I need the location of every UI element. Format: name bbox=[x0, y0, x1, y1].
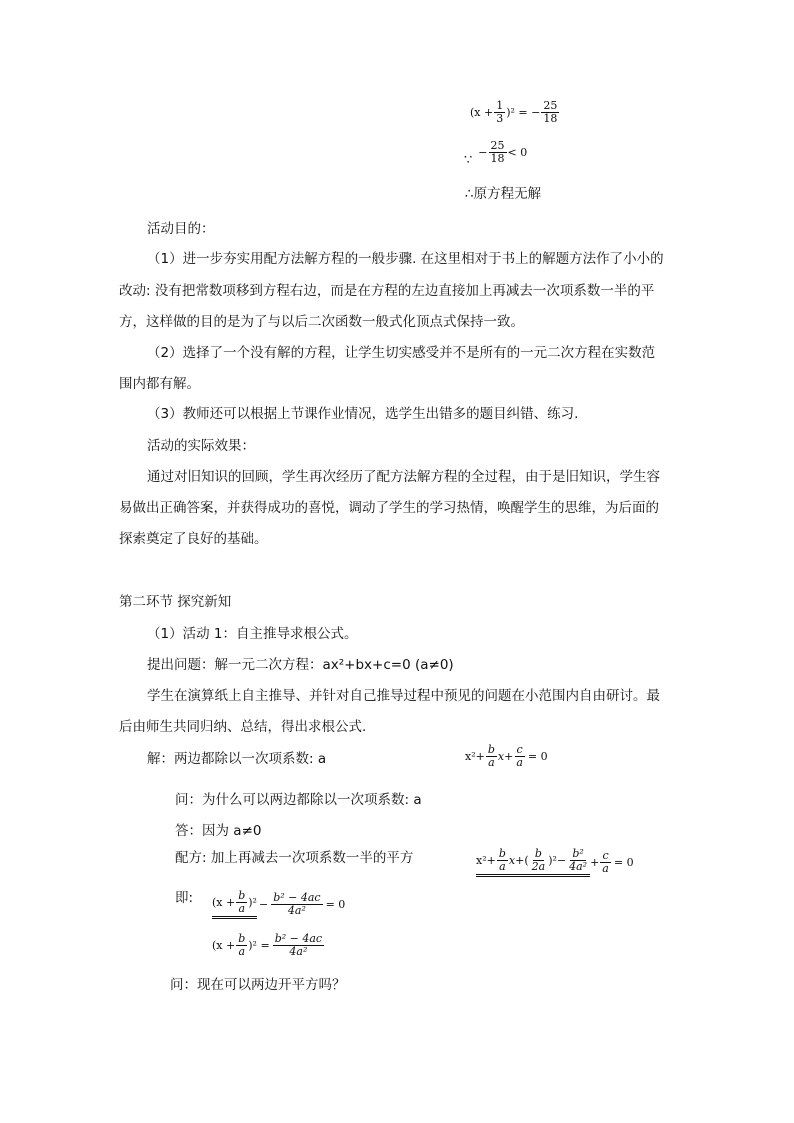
equation-divided: x² + $\frac{b}{a}$ x + $\frac{c}{a}$ = 0 bbox=[465, 743, 548, 769]
paragraph-line: （3）教师还可以根据上节课作业情况，选学生出错多的题目纠错、练习. bbox=[147, 406, 579, 422]
answer-line: 答：因为 a≠0 bbox=[175, 823, 262, 839]
solution-step-divide: 解：两边都除以一次项系数: a bbox=[147, 751, 327, 767]
activity-1-line: （1）活动 1：自主推导求根公式。 bbox=[147, 626, 358, 642]
equation-complete-square: x² + $\frac{b}{a}$ x +( $\frac{b}{2a}$ )² − $\frac{\text{b²}}{\text{4a²}}$ + $\frac{c}{a}$ = 0 bbox=[476, 847, 634, 875]
paragraph-line: 探索奠定了良好的基础。 bbox=[119, 531, 268, 547]
question-line: 问：为什么可以两边都除以一次项系数: a bbox=[175, 792, 422, 808]
paragraph-line: 方，这样做的目的是为了与以后二次函数一般式化顶点式保持一致。 bbox=[119, 314, 524, 330]
inequality-negative: ∵ − $\frac{25}{18}$ < 0 bbox=[464, 139, 528, 168]
complete-square-step: 配方: 加上再减去一次项系数一半的平方 bbox=[175, 850, 414, 866]
ji-label: 即: bbox=[175, 890, 194, 906]
paragraph-line: 后由师生共同归纳、总结，得出求根公式. bbox=[119, 719, 367, 735]
question-sqrt-line: 问：现在可以两边开平方吗？ bbox=[170, 977, 346, 993]
fraction-25-18: $\frac{25}{18}$ bbox=[543, 99, 558, 125]
eq-text: (x + bbox=[470, 106, 494, 119]
section-heading: 第二环节 探究新知 bbox=[119, 594, 232, 610]
problem-line: 提出问题：解一元二次方程：ax²+bx+c=0 (a≠0) bbox=[147, 657, 454, 673]
conclusion-no-solution: ∴原方程无解 bbox=[465, 186, 542, 202]
eq-text: )² = − bbox=[506, 106, 541, 119]
because-symbol: ∵ bbox=[464, 153, 473, 168]
paragraph-line: （1）进一步夯实用配方法解方程的一般步骤. 在这里相对于书上的解题方法作了小小的 bbox=[147, 251, 664, 267]
paragraph-line: 改动: 没有把常数项移到方程右边，而是在方程的左边直接加上再减去一次项系数一半的平 bbox=[119, 283, 655, 299]
paragraph-line: 易做出正确答案，并获得成功的喜悦，调动了学生的学习热情，唤醒学生的思维，为后面的 bbox=[119, 500, 659, 516]
equation-square-form: (x + $\frac{b}{a}$ )² − $\frac{\text{b² − 4ac}}{\text{4a²}}$ = 0 bbox=[212, 889, 346, 917]
activity-effect-heading: 活动的实际效果： bbox=[147, 438, 255, 454]
equation-isolated-square: (x + $\frac{b}{a}$ )² = $\frac{\text{b² − 4ac}}{\text{4a²}}$ bbox=[212, 932, 323, 958]
double-underlined-part: (x + $\frac{b}{a}$ )² bbox=[212, 890, 257, 919]
paragraph-line: （2）选择了一个没有解的方程，让学生切实感受并不是所有的一元二次方程在实数范 bbox=[147, 345, 656, 361]
fraction-one-third: $\frac{1}{3}$ bbox=[496, 99, 504, 125]
paragraph-line: 学生在演算纸上自主推导、并针对自己推导过程中预见的问题在小范围内自由研讨。最 bbox=[147, 688, 660, 704]
double-underlined-part: x² + $\frac{b}{a}$ x +( $\frac{b}{2a}$ )² − $\frac{\text{b²}}{\text{4a²}}$ bbox=[476, 848, 590, 877]
paragraph-line: 通过对旧知识的回顾，学生再次经历了配方法解方程的全过程，由于是旧知识，学生容 bbox=[147, 469, 660, 485]
fraction-25-18: $\frac{25}{18}$ bbox=[490, 139, 505, 165]
equation-x-plus-third-squared bbox=[470, 100, 560, 125]
paragraph-line: 围内都有解。 bbox=[119, 376, 200, 392]
activity-goal-heading: 活动目的： bbox=[147, 221, 215, 237]
